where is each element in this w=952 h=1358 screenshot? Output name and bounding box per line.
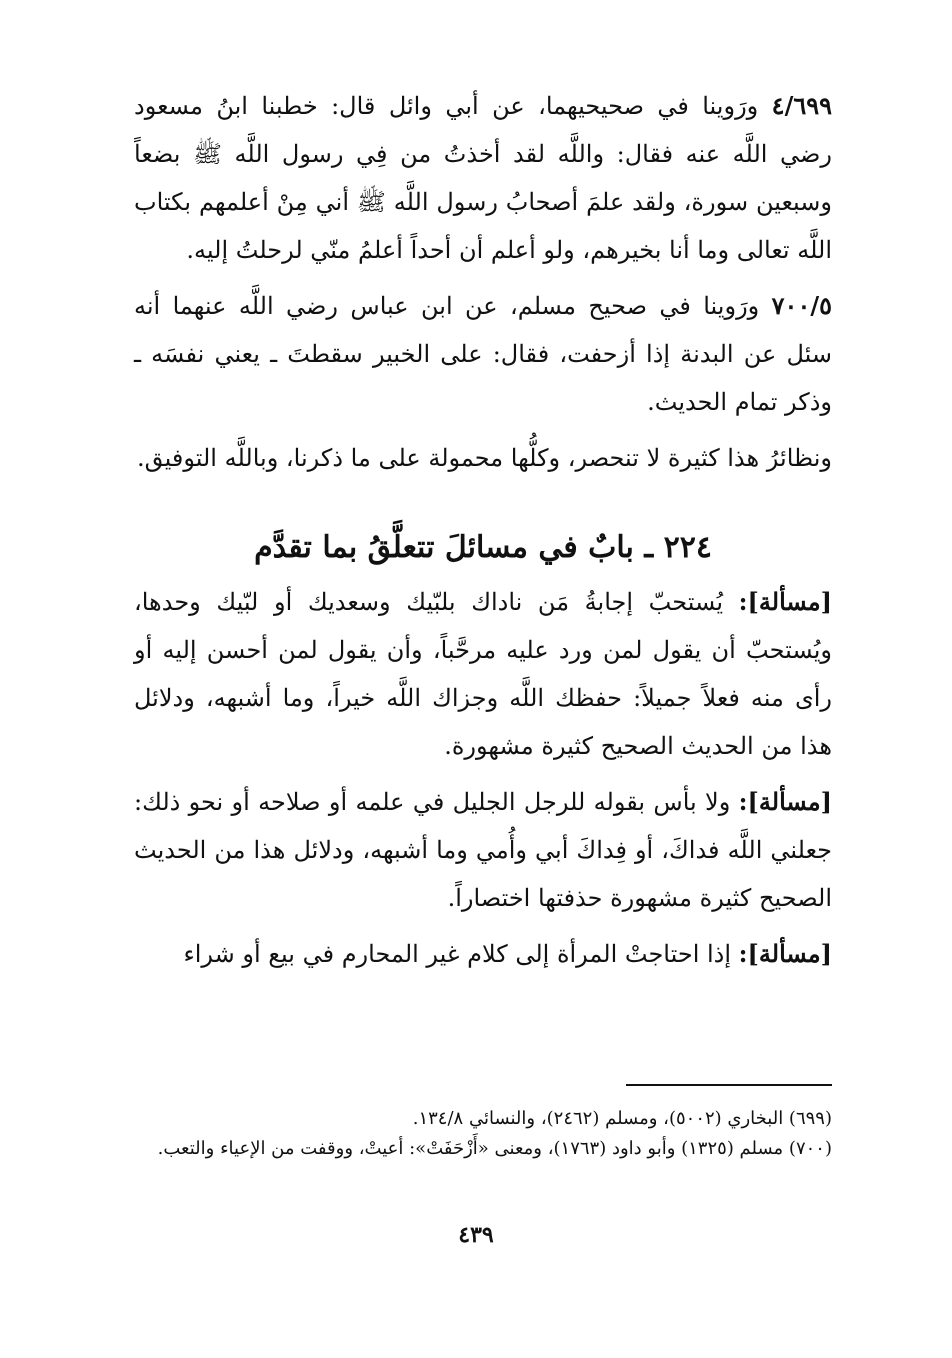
masala-text: ولا بأس بقوله للرجل الجليل في علمه أو صلاحه أو نحو ذلك: جعلني اللَّه فداكَ، أو فِداكَ أبي وأُمي وما أشبهه، ودلائل هذا من الحديث الصحيح كثيرة مشهورة حذفتها اختصاراً. bbox=[134, 788, 832, 912]
hadith-number: ٧٠٠/٥ bbox=[771, 291, 832, 320]
page-number: ٤٣٩ bbox=[458, 1222, 494, 1248]
masala-label: [مسألة]: bbox=[738, 587, 832, 616]
closing-paragraph bbox=[134, 434, 832, 482]
masala-paragraph bbox=[134, 578, 832, 770]
footnote-divider bbox=[626, 1084, 832, 1086]
hadith-text: ورَوينا في صحيحيهما، عن أبي وائل قال: خطبنا ابنُ مسعود رضي اللَّه عنه فقال: واللَّه لقد أخذتُ من فِي رسول اللَّه ﷺ بضعاً وسبعين سورة، ولقد علمَ أصحابُ رسول اللَّه ﷺ أني مِنْ أعلمهم بكتاب اللَّه تعالى وما أنا بخيرهم، ولو أعلم أن أحداً أعلمُ منّي لرحلتُ إليه. bbox=[134, 92, 832, 264]
masala-paragraph bbox=[134, 930, 832, 978]
masala-label: [مسألة]: bbox=[738, 787, 832, 816]
masala-label: [مسألة]: bbox=[738, 939, 832, 968]
hadith-text: ورَوينا في صحيح مسلم، عن ابن عباس رضي اللَّه عنهما أنه سئل عن البدنة إذا أزحفت، فقال: على الخبير سقطتَ ـ يعني نفسَه ـ وذكر تمام الحديث. bbox=[134, 292, 832, 416]
chapter-heading: ٢٢٤ ـ بابٌ في مسائلَ تتعلَّقُ بما تقدَّم bbox=[254, 530, 712, 565]
hadith-paragraph-700 bbox=[134, 282, 832, 426]
closing-text: ونظائرُ هذا كثيرة لا تنحصر، وكلُّها محمولة على ما ذكرنا، وباللَّه التوفيق. bbox=[136, 444, 832, 472]
footnote-699: (٦٩٩) البخاري (٥٠٠٢)، ومسلم (٢٤٦٢)، والنسائي ١٣٤/٨. bbox=[412, 1108, 832, 1129]
book-page bbox=[134, 82, 832, 1282]
hadith-number: ٤/٦٩٩ bbox=[771, 91, 832, 120]
hadith-paragraph-699 bbox=[134, 82, 832, 274]
masala-paragraph bbox=[134, 778, 832, 922]
masala-text: يُستحبّ إجابةُ مَن ناداك بلبّيك وسعديك أو لبّيك وحدها، ويُستحبّ أن يقول لمن ورد عليه مرحَّباً، وأن يقول لمن أحسن إليه أو رأى منه فعلاً جميلاً: حفظك اللَّه وجزاك اللَّه خيراً، وما أشبهه، ودلائل هذا من الحديث الصحيح كثيرة مشهورة. bbox=[134, 588, 832, 760]
masala-text: إذا احتاجتْ المرأة إلى كلام غير المحارم في بيع أو شراء bbox=[183, 940, 732, 968]
footnote-700: (٧٠٠) مسلم (١٣٢٥) وأبو داود (١٧٦٣)، ومعنى «أَزْحَفَتْ»: أعيتْ، ووقفت من الإعياء والتعب. bbox=[157, 1138, 832, 1159]
footnotes bbox=[134, 1104, 832, 1164]
